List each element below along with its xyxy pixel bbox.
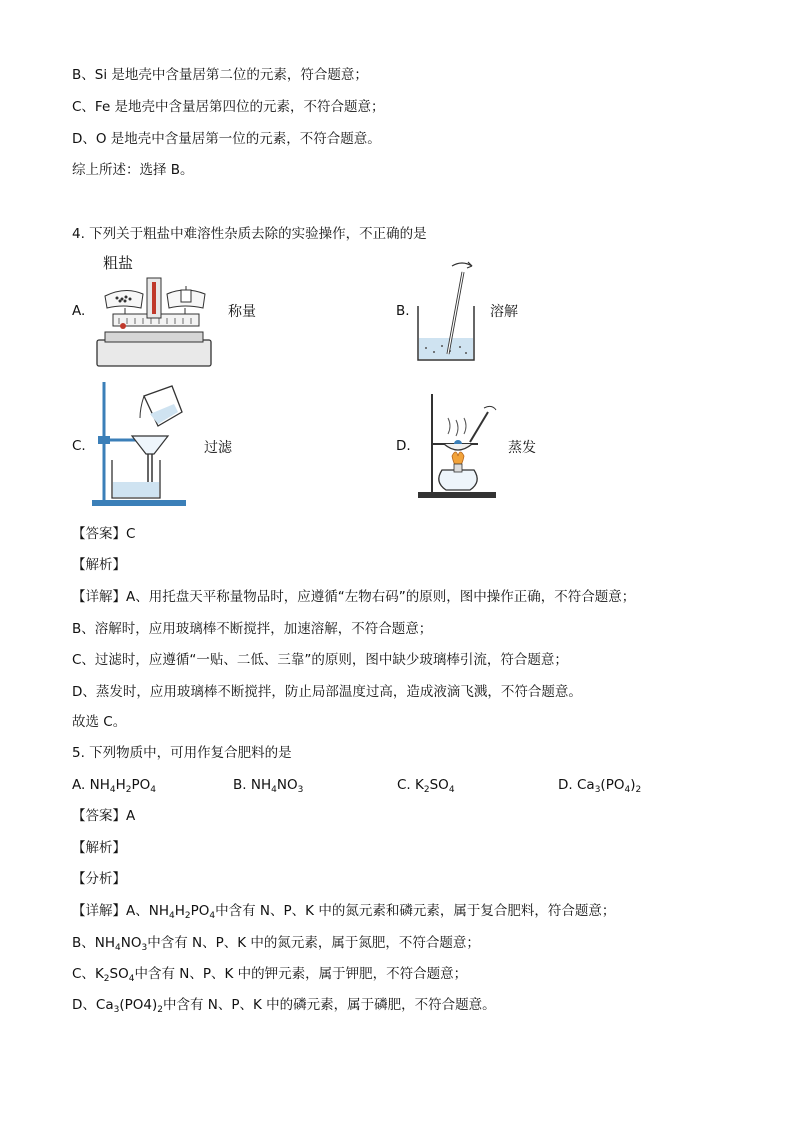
q4-option-b-caption: 溶解 [490,304,518,320]
q4-option-a-caption: 称量 [228,304,256,320]
text-line-b: B、Si 是地壳中含量居第二位的元素，符合题意； [72,67,368,83]
q4-stem: 4. 下列关于粗盐中难溶性杂质去除的实验操作，不正确的是 [72,226,427,242]
q4-option-a-figure-label: 粗盐 [103,254,134,272]
text-line-summary: 综上所述：选择 B。 [72,162,194,178]
q5-option-b: B. $NH_4NO_3$ [233,777,304,795]
q4-option-d-letter: D. [396,438,411,454]
balance-scale-illustration [95,268,215,368]
q5-analysis-subheading: 【分析】 [72,871,126,887]
filtration-apparatus-illustration [88,378,198,513]
q5-option-d: D. $Ca_3(PO_4)_2$ [558,777,642,795]
q5-option-c: C. $K_2SO_4$ [397,777,455,795]
text-line-c: C、Fe 是地壳中含量居第四位的元素，不符合题意； [72,99,385,115]
q4-option-a-letter: A. [72,303,86,319]
q5-detail-a: 【详解】A、$NH_4H_2PO_4$中含有 N、P、K 中的氮元素和磷元素，属于复合肥料，符合题意； [72,903,616,921]
q5-option-a: A. $NH_4H_2PO_4$ [72,777,156,795]
q4-analysis-heading: 【解析】 [72,557,126,573]
q4-option-c-caption: 过滤 [204,440,232,456]
q4-detail-d: D、蒸发时，应用玻璃棒不断搅拌，防止局部温度过高，造成液滴飞溅，不符合题意。 [72,684,582,700]
q4-option-b-letter: B. [396,303,410,319]
q4-detail-b: B、溶解时，应用玻璃棒不断搅拌，加速溶解，不符合题意； [72,621,433,637]
q4-conclusion: 故选 C。 [72,714,127,730]
q5-detail-c: C、$K_2SO_4$中含有 N、P、K 中的钾元素，属于钾肥，不符合题意； [72,966,468,984]
beaker-stirring-illustration [414,256,484,366]
q5-stem: 5. 下列物质中，可用作复合肥料的是 [72,745,292,761]
q4-option-c-letter: C. [72,438,86,454]
text-line-d: D、O 是地壳中含量居第一位的元素，不符合题意。 [72,131,381,147]
evaporation-apparatus-illustration [412,390,502,500]
q4-detail-c: C、过滤时，应遵循“一贴、二低、三靠”的原则，图中缺少玻璃棒引流，符合题意； [72,652,568,668]
q4-option-d-caption: 蒸发 [508,440,536,456]
q5-answer: 【答案】A [72,808,136,824]
q5-detail-b: B、$NH_4NO_3$中含有 N、P、K 中的氮元素，属于氮肥，不符合题意； [72,935,480,953]
q5-detail-d: D、$Ca_3(PO4)_2$中含有 N、P、K 中的磷元素，属于磷肥，不符合题意。 [72,997,496,1015]
q5-analysis-heading: 【解析】 [72,840,126,856]
q4-detail-a: 【详解】A、用托盘天平称量物品时，应遵循“左物右码”的原则，图中操作正确，不符合题意； [72,589,636,605]
q4-answer: 【答案】C [72,526,136,542]
